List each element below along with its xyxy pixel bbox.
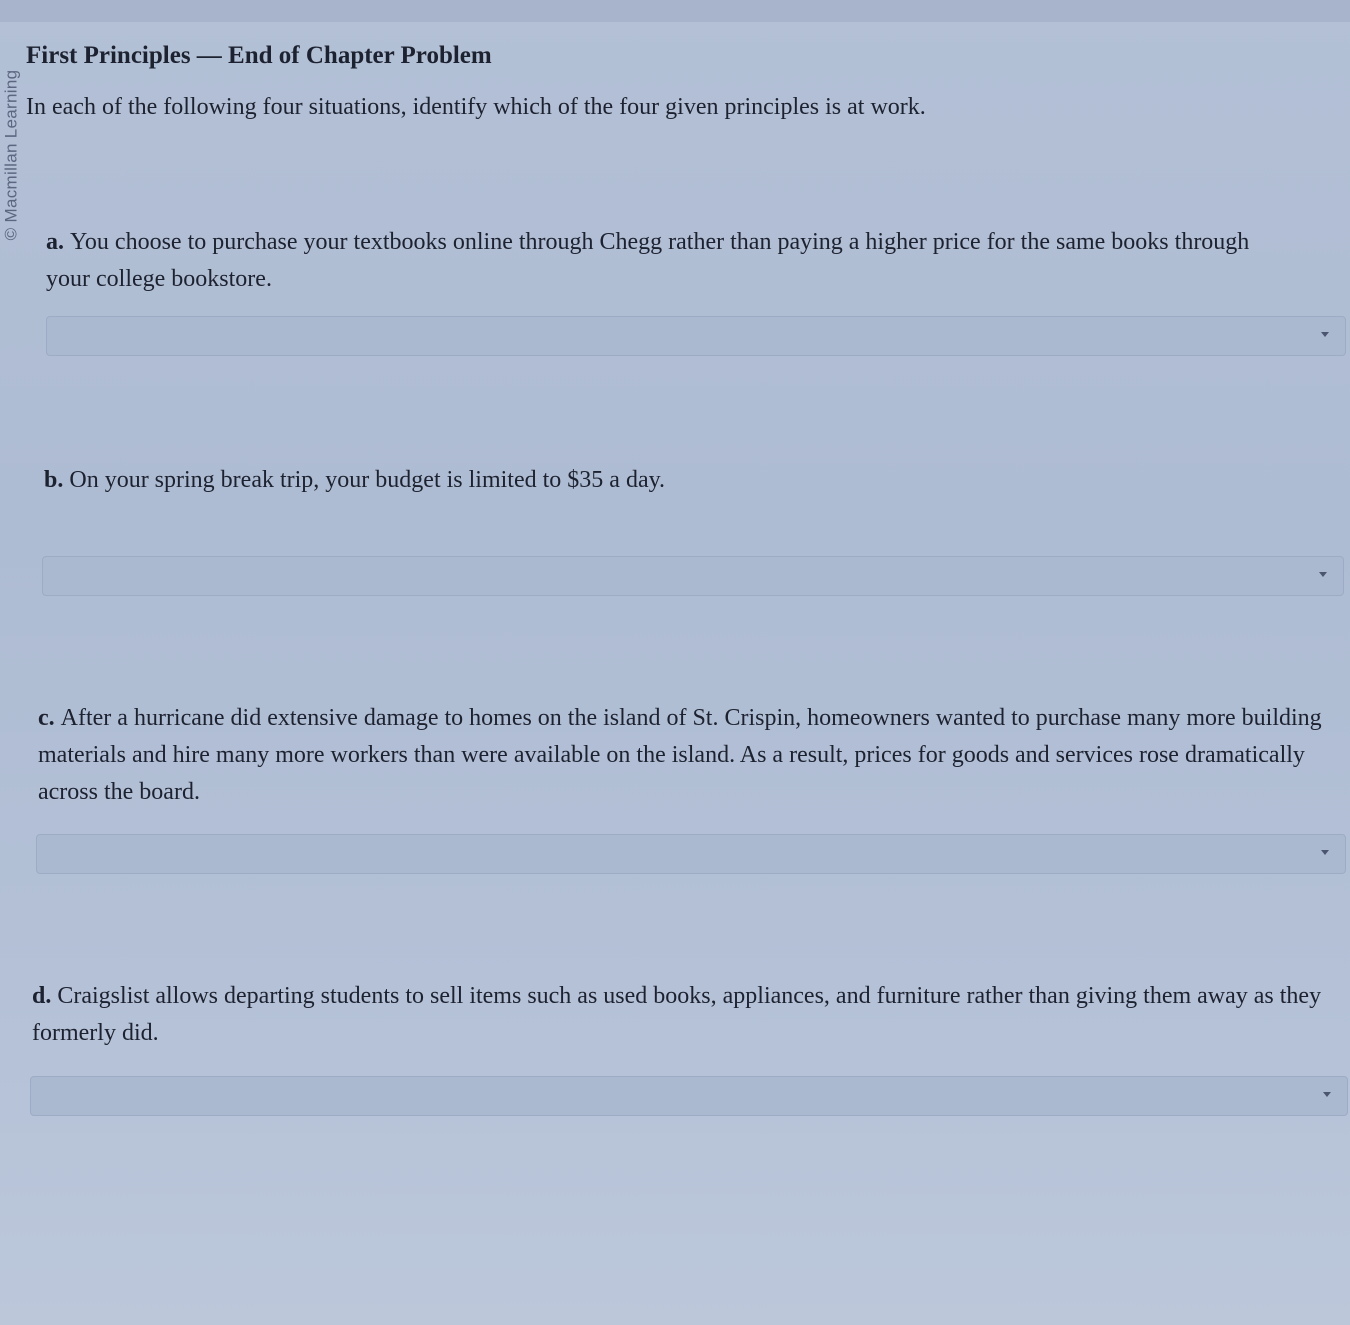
answer-dropdown-b[interactable] [42,556,1344,596]
question-c-text: After a hurricane did extensive damage to homes on the island of St. Crispin, homeowners wanted to purchase many more building materials and hire many more workers than were available on the island. As a result, prices for goods and services rose dramatically across the board. [38,705,1322,805]
chevron-down-icon [1323,1092,1331,1097]
answer-dropdown-c[interactable] [36,834,1346,874]
top-strip [0,0,1350,22]
question-d [32,978,1332,1052]
question-c-label: c. [38,705,55,731]
question-a-label: a. [46,229,64,255]
question-b-label: b. [44,467,64,493]
instructions-text: In each of the following four situations, identify which of the four given principles is at work. [26,94,926,120]
copyright-text: © Macmillan Learning [1,69,20,241]
copyright-brand [0,40,22,270]
answer-dropdown-d[interactable] [30,1076,1348,1116]
question-c [38,700,1328,811]
question-a [46,224,1286,298]
question-b-text: On your spring break trip, your budget is limited to $35 a day. [69,467,666,493]
question-d-label: d. [32,983,52,1009]
question-a-text: You choose to purchase your textbooks online through Chegg rather than paying a higher price for the same books through your college bookstore. [46,229,1250,292]
chevron-down-icon [1321,332,1329,337]
question-d-text: Craigslist allows departing students to sell items such as used books, appliances, and furniture rather than giving them away as they formerly did. [32,983,1322,1046]
page-title: First Principles — End of Chapter Problem [26,42,492,69]
question-b [44,462,1284,499]
chevron-down-icon [1319,572,1327,577]
answer-dropdown-a[interactable] [46,316,1346,356]
chevron-down-icon [1321,850,1329,855]
